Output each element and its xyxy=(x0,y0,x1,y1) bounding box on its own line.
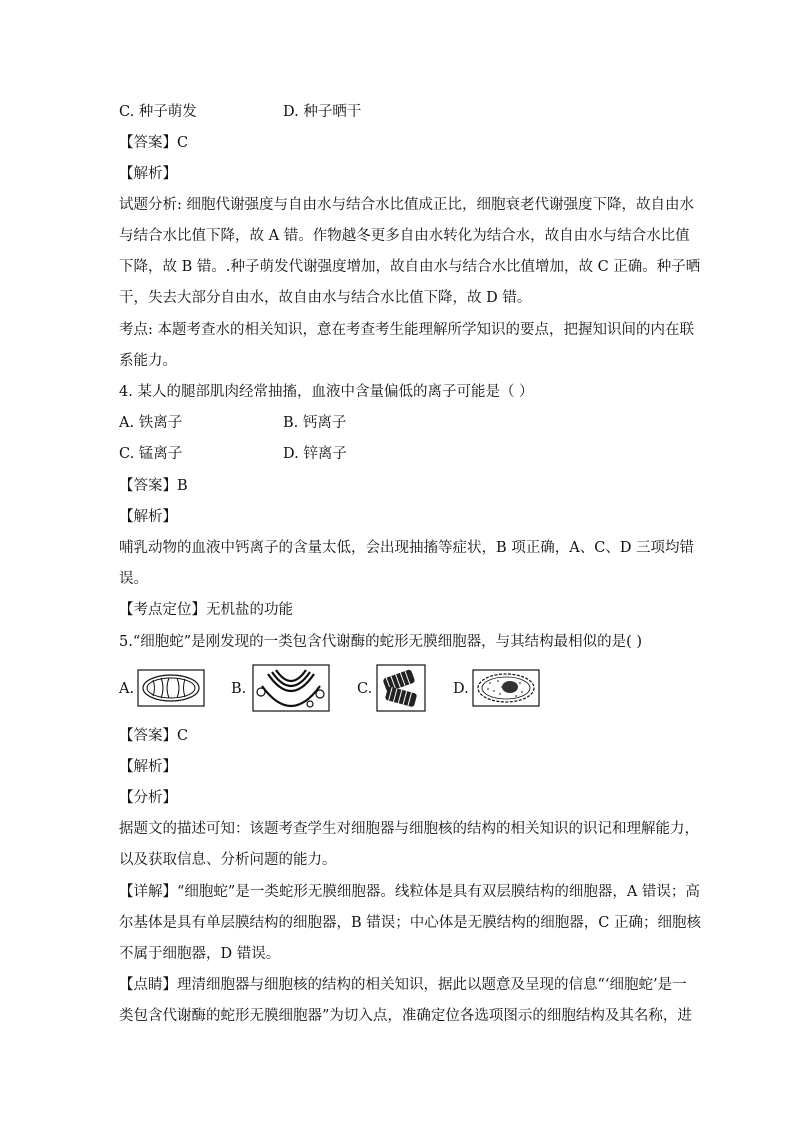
q5-figure-label-b: B. xyxy=(231,681,247,697)
q4-analysis-line: 误。 xyxy=(119,571,148,587)
q5-answer: 【答案】C xyxy=(119,728,189,744)
q4-analysis-heading: 【解析】 xyxy=(119,509,177,525)
q4-option-a: A. 铁离子 xyxy=(119,415,183,431)
q4-answer: 【答案】B xyxy=(119,478,188,494)
q3-answer: 【答案】C xyxy=(119,135,189,151)
q5-xiangjie-text: “细胞蛇”是一类蛇形无膜细胞器。线粒体是具有双层膜结构的细胞器，A 错误；高 xyxy=(177,884,700,900)
q4-kaodian xyxy=(119,600,293,620)
q5-xiangjie-line xyxy=(119,882,700,902)
q4-option-c: C. 锰离子 xyxy=(119,446,183,462)
q5-dianjing-text: 理清细胞器与细胞核的结构的相关知识，据此以题意及呈现的信息“‘细胞蛇’是一 xyxy=(177,977,687,993)
q3-kaodian-line: 考点: 本题考查水的相关知识，意在考查考生能理解所学知识的要点，把握知识间的内在联 xyxy=(119,322,694,338)
q3-analysis-line: 试题分析: 细胞代谢强度与自由水与结合水比值成正比，细胞衰老代谢强度下降，故自由水 xyxy=(119,197,694,213)
q4-kaodian-text: 无机盐的功能 xyxy=(206,602,293,618)
q4-option-d: D. 锌离子 xyxy=(283,446,347,462)
q5-xiangjie-line: 尔基体是具有单层膜结构的细胞器，B 错误；中心体是无膜结构的细胞器，C 正确；细胞核 xyxy=(119,915,701,931)
q3-option-c: C. 种子萌发 xyxy=(119,104,197,120)
q5-figure-label-d: D. xyxy=(453,681,469,697)
q3-analysis-heading: 【解析】 xyxy=(119,166,177,182)
q5-dianjing-line xyxy=(119,975,687,995)
q5-figure-label-c: C. xyxy=(357,681,373,697)
q5-dianjing-line: 类包含代谢酶的蛇形无膜细胞器”为切入点，准确定位各选项图示的细胞结构及其名称，进 xyxy=(119,1008,692,1024)
q5-analysis-heading: 【解析】 xyxy=(119,759,177,775)
q5-fenxi-line: 以及获取信息、分析问题的能力。 xyxy=(119,852,337,868)
q3-analysis-line: 与结合水比值下降，故 A 错。作物越冬更多自由水转化为结合水，故自由水与结合水比值 xyxy=(119,228,690,244)
mitochondrion-figure xyxy=(137,669,205,707)
q5-xiangjie-line: 不属于细胞器，D 错误。 xyxy=(119,946,281,962)
q5-fenxi-line: 据题文的描述可知：该题考查学生对细胞器与细胞核的结构的相关知识的识记和理解能力， xyxy=(119,821,699,837)
golgi-apparatus-figure xyxy=(252,664,330,712)
centrosome-figure xyxy=(376,664,426,712)
q5-xiangjie-tag: 【详解】 xyxy=(119,884,177,900)
q4-kaodian-tag: 【考点定位】 xyxy=(119,602,206,618)
q5-stem: 5.“细胞蛇”是刚发现的一类包含代谢酶的蛇形无膜细胞器，与其结构最相似的是( ) xyxy=(119,634,643,650)
q3-analysis-line: 下降，故 B 错。.种子萌发代谢强度增加，故自由水与结合水比值增加，故 C 正确。种子晒 xyxy=(119,259,701,275)
q3-kaodian-line: 系能力。 xyxy=(119,353,177,369)
q3-analysis-line: 干，失去大部分自由水，故自由水与结合水比值下降，故 D 错。 xyxy=(119,290,532,306)
q4-stem: 4. 某人的腿部肌肉经常抽搐，血液中含量偏低的离子可能是（ ） xyxy=(119,384,534,400)
q5-figure-label-a: A. xyxy=(119,681,135,697)
q3-option-d: D. 种子晒干 xyxy=(283,104,362,120)
q4-option-b: B. 钙离子 xyxy=(283,415,347,431)
q5-fenxi-heading: 【分析】 xyxy=(119,790,177,806)
q4-analysis-line: 哺乳动物的血液中钙离子的含量太低，会出现抽搐等症状，B 项正确，A、C、D 三项均错 xyxy=(119,540,695,556)
q5-dianjing-tag: 【点睛】 xyxy=(119,977,177,993)
nucleus-figure xyxy=(472,669,540,707)
